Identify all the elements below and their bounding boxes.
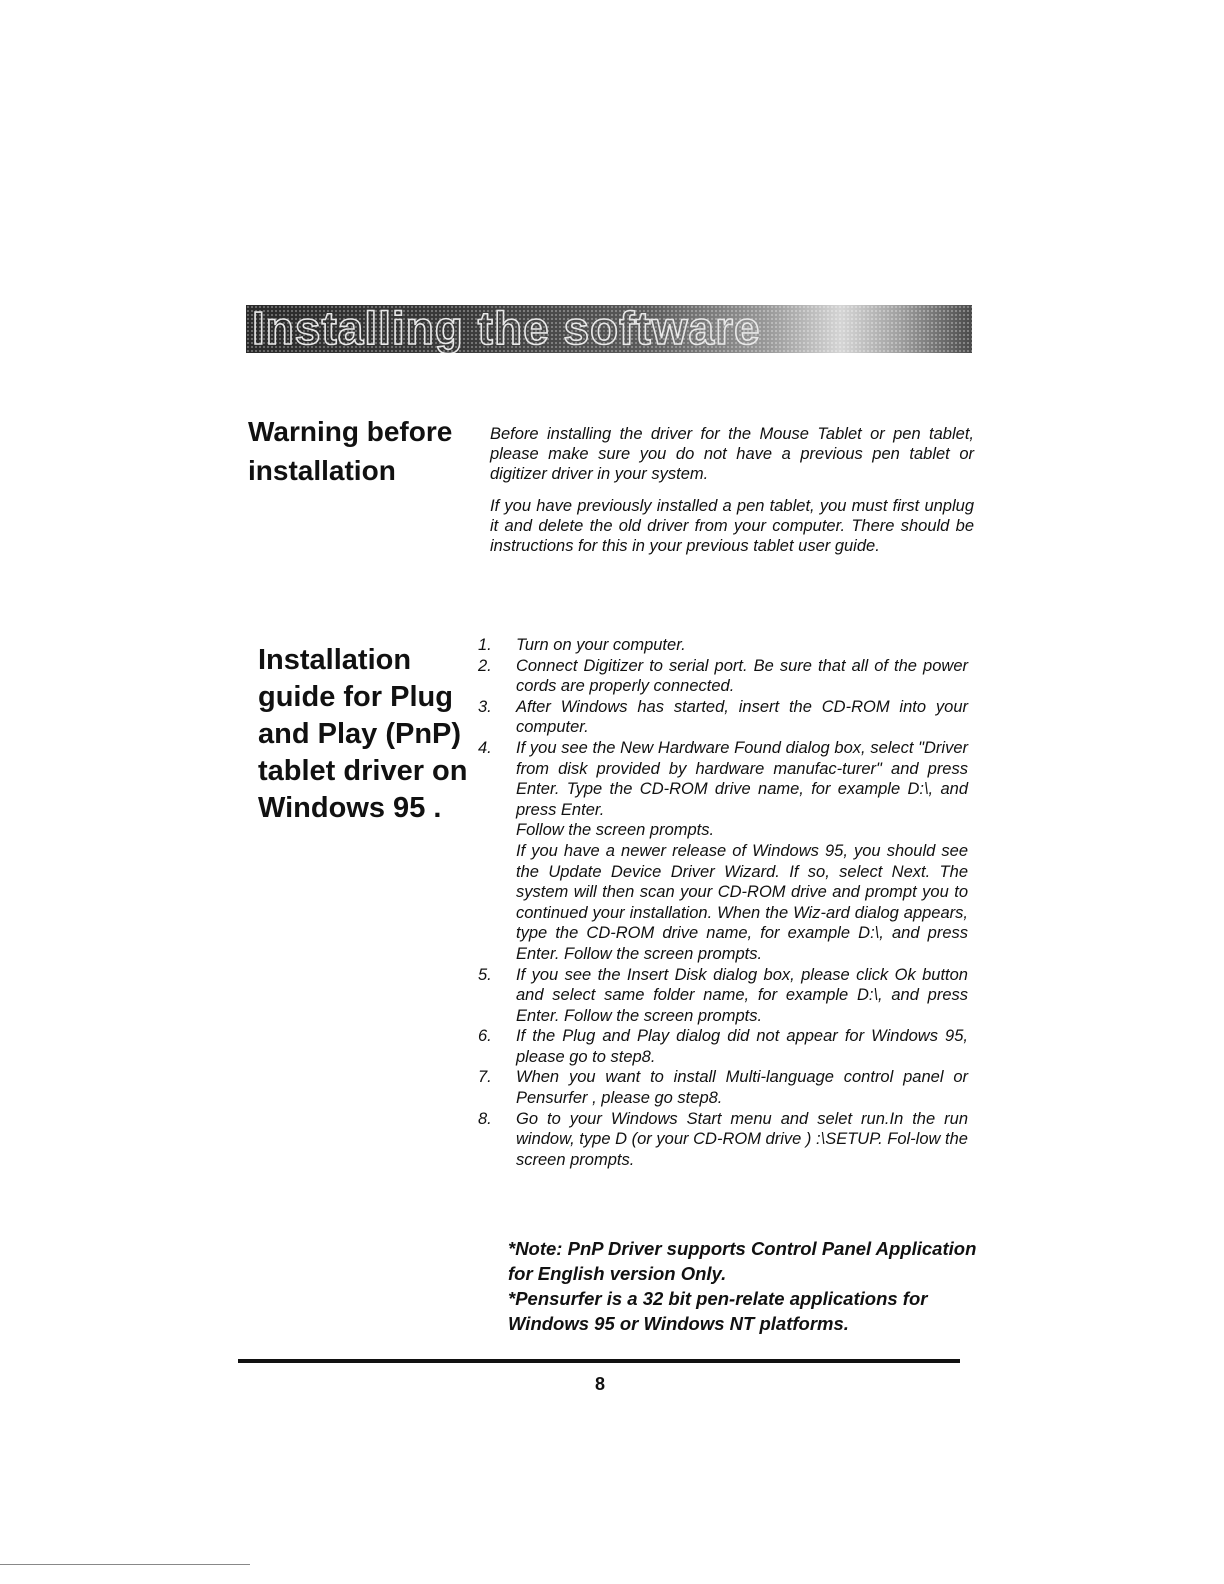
banner-title: Installing the software [252,305,761,353]
step-number: 8. [478,1109,492,1128]
pnp-heading-line: tablet driver on [258,755,468,788]
step-number: 7. [478,1068,492,1087]
footer-rule [238,1359,960,1363]
warning-heading-line2: installation [248,455,396,487]
step-item [478,1026,968,1067]
step-item [478,1067,968,1108]
step-text: If you see the New Hardware Found dialog box, select "Driver from disk provided by hardware manufac-turer" and press Enter. Type the CD-ROM drive name, for example D:\, and press Enter. [516,738,968,819]
installation-steps [478,635,968,1170]
section-banner [246,305,972,353]
step-item [478,1109,968,1171]
scan-edge-line [0,1564,250,1565]
step-text: Turn on your computer. [516,636,686,654]
step-item [478,965,968,1027]
step-text: After Windows has started, insert the CD-ROM into your computer. [516,697,968,737]
step-number: 2. [478,656,492,675]
step-item [478,656,968,697]
pnp-heading-line: Installation [258,644,412,676]
warning-heading [248,412,478,490]
note-line-2: *Pensurfer is a 32 bit pen-relate applications for Windows 95 or Windows NT platforms. [508,1288,928,1334]
note-line-1: *Note: PnP Driver supports Control Panel Application for English version Only. [508,1238,977,1284]
pnp-heading-line: guide for Plug [258,681,453,714]
pnp-heading-line: and Play (PnP) [258,718,462,751]
step-text: If you see the Insert Disk dialog box, please click Ok button and select same folder name, for example D:\, and press Enter. Follow the screen prompts. [516,965,968,1025]
step-text: If the Plug and Play dialog did not appear for Windows 95, please go to step8. [516,1027,968,1066]
page-number: 8 [594,1374,605,1394]
step-number: 6. [478,1027,492,1046]
step-text: When you want to install Multi-language control panel or Pensurfer , please go step8. [516,1068,968,1108]
step-number: 1. [478,636,492,654]
step-followup: If you have a newer release of Windows 95, you should see the Update Device Driver Wizard. If so, select Next. The system will then scan your CD-ROM drive and prompt you to continued your installation. When the Wiz-ard dialog appears, type the CD-ROM drive name, for example D:\, and press Enter. Follow the screen prompts. [516,841,968,963]
step-followup: Follow the screen prompts. [516,821,715,840]
pnp-heading-line: Windows 95 . [258,792,442,825]
step-number: 3. [478,697,492,716]
note-block [508,1236,978,1336]
step-text: Connect Digitizer to serial port. Be sure that all of the power cords are properly connected. [516,656,968,696]
step-item [478,738,968,965]
warning-heading-line1: Warning before [248,416,453,447]
warning-paragraph-1: Before installing the driver for the Mouse Tablet or pen tablet, please make sure you do not have a previous pen tablet or digitizer driver in your system. [490,425,974,483]
step-number: 4. [478,738,492,757]
step-text: Go to your Windows Start menu and selet run.In the run window, type D (or your CD-ROM drive ) :\SETUP. Fol-low the screen prompts. [516,1109,968,1169]
step-number: 5. [478,965,492,984]
warning-paragraph-2: If you have previously installed a pen tablet, you must first unplug it and delete the old driver from your computer. There should be instructions for this in your previous tablet user guide. [490,497,974,555]
step-item [478,635,968,656]
pnp-heading [258,642,483,828]
step-item [478,697,968,738]
